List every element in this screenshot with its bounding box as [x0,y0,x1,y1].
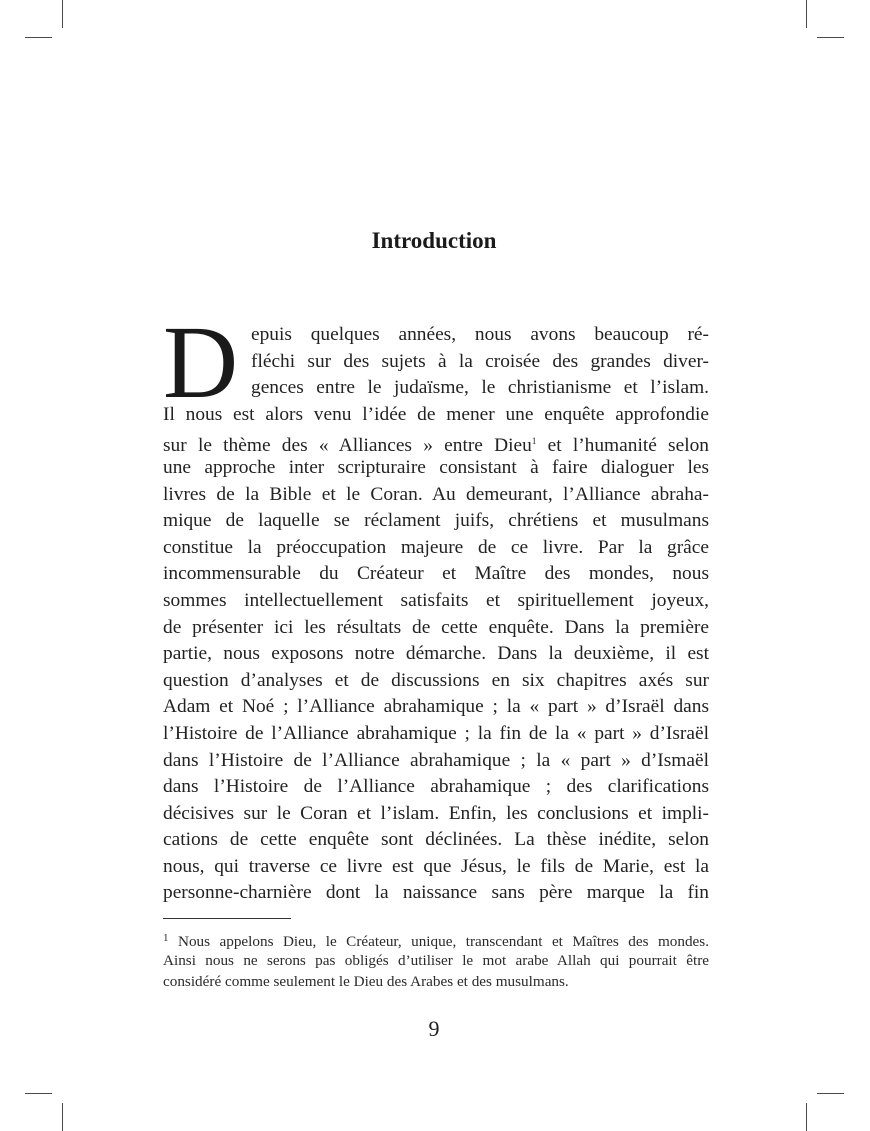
text-fragment: Nous appelons Dieu, le Créateur, unique, transcendant et Maîtres des mondes. [168,933,709,950]
text-line: une approche inter scripturaire consistant à faire dialoguer les [163,456,709,478]
footnote [163,928,709,993]
text-line: l’Histoire de l’Alliance abrahamique ; la fin de la « part » d’Israël [163,722,709,744]
text-line: cations de cette enquête sont déclinées. La thèse inédite, selon [163,829,709,851]
footnote-ref[interactable]: 1 [531,436,537,447]
footnote-line: considéré comme seulement le Dieu des Arabes et des musulmans. [163,973,569,990]
text-line: nous, qui traverse ce livre est que Jésus, le fils de Marie, est la [163,855,709,877]
chapter-title: Introduction [371,228,497,253]
text-line: incommensurable du Créateur et Maître des mondes, nous [163,563,709,585]
crop-mark [62,1103,63,1131]
text-line: décisives sur le Coran et l’islam. Enfin, les conclusions et impli- [163,802,709,824]
text-line: constitue la préoccupation majeure de ce livre. Par la grâce [163,536,709,558]
crop-mark [25,37,52,38]
text-line: livres de la Bible et le Coran. Au demeurant, l’Alliance abraha- [163,483,709,505]
footnote-line [163,928,709,950]
text-fragment: sur le thème des « Alliances » entre Dieu [163,435,532,457]
footnote-separator [163,918,291,919]
text-line: personne-charnière dont la naissance sans père marque la fin [163,882,709,904]
text-line: dans l’Histoire de l’Alliance abrahamique ; des clarifications [163,776,709,798]
text-line: Il nous est alors venu l’idée de mener une enquête approfondie [163,403,709,425]
page-number: 9 [428,1016,440,1041]
text-line: fléchi sur des sujets à la croisée des grandes diver- [251,350,709,372]
crop-mark [62,0,63,28]
text-line: Adam et Noé ; l’Alliance abrahamique ; la « part » d’Israël dans [163,696,709,718]
drop-cap: D [163,305,239,420]
text-line: gences entre le judaïsme, le christianisme et l’islam. [251,377,709,399]
text-line: sommes intellectuellement satisfaits et spirituellement joyeux, [163,589,709,611]
footnote-line: Ainsi nous ne serons pas obligés d’utiliser le mot arabe Allah qui pourrait être [163,951,709,969]
text-line: de présenter ici les résultats de cette enquête. Dans la première [163,616,709,638]
text-line: mique de laquelle se réclament juifs, chrétiens et musulmans [163,510,709,532]
text-line: epuis quelques années, nous avons beaucoup ré- [251,324,709,345]
text-fragment: et l’humanité selon [536,435,709,457]
crop-mark [25,1093,52,1094]
text-line: partie, nous exposons notre démarche. Dans la deuxième, il est [163,643,709,665]
crop-mark [806,0,807,28]
footnote-number: 1 [163,932,169,944]
crop-mark [806,1103,807,1131]
body-paragraph [163,305,709,907]
text-line [163,428,709,455]
crop-mark [817,1093,844,1094]
text-line: question d’analyses et de discussions en six chapitres axés sur [163,669,709,691]
crop-mark [817,37,844,38]
text-line: dans l’Histoire de l’Alliance abrahamique ; la « part » d’Ismaël [163,749,709,771]
